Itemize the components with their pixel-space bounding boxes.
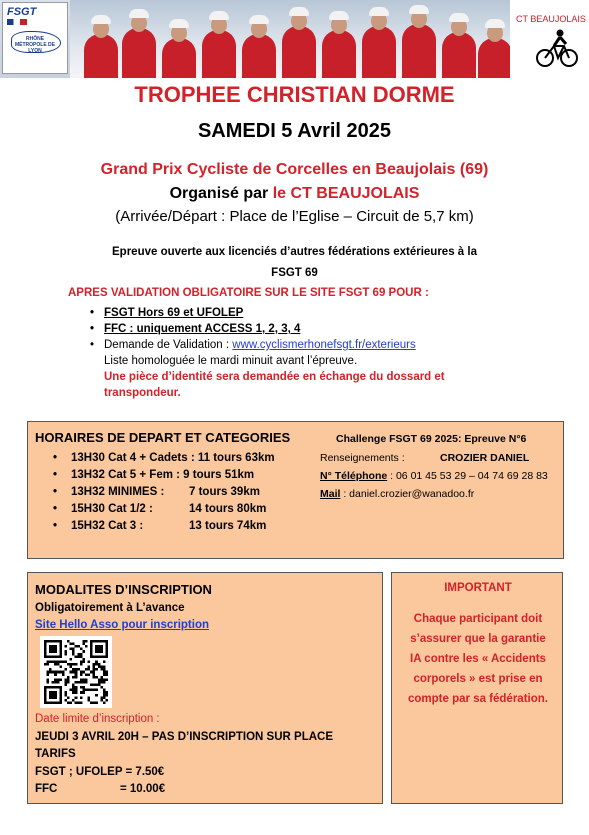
cyclist-figure: [122, 28, 156, 78]
cyclist-figure: [162, 38, 196, 78]
tarif-fsgt: FSGT ; UFOLEP = 7.50€: [35, 766, 165, 778]
list-item: Liste homologuée le mardi minuit avant l’épreuve.: [104, 355, 358, 367]
table-row: [53, 501, 275, 518]
schedule-box: [27, 421, 564, 559]
contact-info: [320, 452, 530, 464]
registration-heading: MODALITES D’INSCRIPTION: [35, 582, 212, 597]
flag-icon: [7, 19, 27, 25]
cyclist-figure: [362, 26, 396, 78]
list-item: • FSGT Hors 69 et UFOLEP: [90, 305, 445, 321]
tarifs-heading: TARIFS: [35, 748, 76, 760]
mail-value: : daniel.crozier@wanadoo.fr: [340, 488, 475, 500]
contact-label: Renseignements :: [320, 452, 405, 464]
open-notice-line1: Epreuve ouverte aux licenciés d’autres fédérations extérieures à la: [112, 246, 477, 258]
open-notice-line2: FSGT 69: [271, 267, 318, 279]
cyclist-figure: [84, 34, 118, 78]
mail-info: [320, 488, 474, 500]
list-item: • FFC : uniquement ACCESS 1, 2, 3, 4: [90, 321, 445, 337]
important-line: IA contre les « Accidents: [410, 653, 546, 665]
category: 15H30 Cat 1/2 :: [71, 503, 153, 515]
fsgt-logo-text: RHÔNE MÉTROPOLE DE LYON: [14, 36, 55, 54]
helloasso-link[interactable]: Site Hello Asso pour inscription: [35, 619, 210, 631]
deadline-label: Date limite d’inscription :: [35, 713, 160, 725]
category: 13H32 MINIMES :: [71, 486, 165, 498]
header-banner: [0, 0, 589, 78]
event-date: SAMEDI 5 Avril 2025: [197, 120, 392, 142]
schedule-list: [53, 450, 275, 535]
important-line: Chaque participant doit: [413, 613, 543, 625]
tours: 7 tours 39km: [189, 486, 260, 498]
cyclist-figure: [322, 30, 356, 78]
table-row: [53, 450, 275, 467]
validation-label: Demande de Validation :: [104, 339, 233, 351]
tours: 13 tours 74km: [189, 520, 267, 532]
important-heading: IMPORTANT: [444, 582, 512, 594]
challenge-info: Challenge FSGT 69 2025: Epreuve N°6: [336, 433, 527, 445]
category: 13H32 Cat 5 + Fem : 9 tours 51km: [71, 469, 255, 481]
list-item: [90, 337, 445, 353]
cyclist-figure: [202, 30, 236, 78]
validation-notice: APRES VALIDATION OBLIGATOIRE SUR LE SITE FSGT 69 POUR :: [68, 287, 429, 299]
circuit-info: (Arrivée/Départ : Place de l’Eglise – Circuit de 5,7 km): [115, 208, 474, 225]
ct-beaujolais-logo: [510, 0, 589, 78]
tarif-ffc-label: FFC: [35, 783, 58, 795]
tours: 14 tours 80km: [189, 503, 267, 515]
grand-prix-title: Grand Prix Cycliste de Corcelles en Beaujolais (69): [100, 161, 489, 178]
important-line: s’assurer que la garantie: [410, 633, 546, 645]
organiser-line: [0, 185, 589, 203]
table-row: [53, 484, 275, 501]
cyclist-figure: [282, 26, 316, 78]
mail-label: Mail: [320, 488, 341, 500]
club-name: CT BEAUJOLAIS: [516, 14, 586, 24]
cyclist-figure: [478, 38, 510, 78]
organiser-prefix: Organisé par: [169, 185, 273, 202]
page-title: TROPHEE CHRISTIAN DORME: [134, 82, 455, 107]
phone-info: [320, 470, 548, 482]
validation-link[interactable]: www.cyclismerhonefsgt.fr/exterieurs: [232, 339, 416, 351]
registration-box: [27, 572, 383, 804]
fsgt-logo-name: FSGT: [7, 6, 37, 18]
cyclists-photo: [70, 0, 510, 78]
schedule-heading: HORAIRES DE DEPART ET CATEGORIES: [35, 430, 291, 445]
fsgt-logo: [2, 2, 68, 74]
cyclist-figure: [242, 34, 276, 78]
cyclist-icon: [536, 28, 578, 68]
cyclist-figure: [442, 32, 476, 78]
deadline-value: JEUDI 3 AVRIL 20H – PAS D’INSCRIPTION SUR PLACE: [35, 731, 333, 743]
contact-name: CROZIER DANIEL: [440, 452, 530, 464]
validation-list: [90, 305, 445, 401]
important-line: compte par sa fédération.: [408, 693, 548, 705]
qr-code-icon[interactable]: [40, 636, 112, 708]
tarif-ffc-value: = 10.00€: [120, 783, 166, 795]
important-text: [392, 609, 564, 709]
phone-value: : 06 01 45 53 29 – 04 74 69 28 83: [387, 470, 548, 482]
important-line: corporels » est prise en: [413, 673, 543, 685]
list-item: transpondeur.: [104, 387, 181, 399]
organiser-club: le CT BEAUJOLAIS: [272, 185, 420, 202]
category: 15H32 Cat 3 :: [71, 520, 144, 532]
table-row: [53, 467, 275, 484]
list-item: Une pièce d’identité sera demandée en échange du dossard et: [104, 371, 445, 383]
table-row: [53, 518, 275, 535]
category: 13H30 Cat 4 + Cadets : 11 tours 63km: [71, 452, 275, 464]
important-box: [391, 572, 563, 804]
registration-advance: Obligatoirement à L’avance: [35, 602, 185, 614]
cyclist-figure: [402, 24, 436, 78]
phone-label: N° Téléphone: [320, 470, 388, 482]
tarif-ffc: [35, 783, 166, 795]
